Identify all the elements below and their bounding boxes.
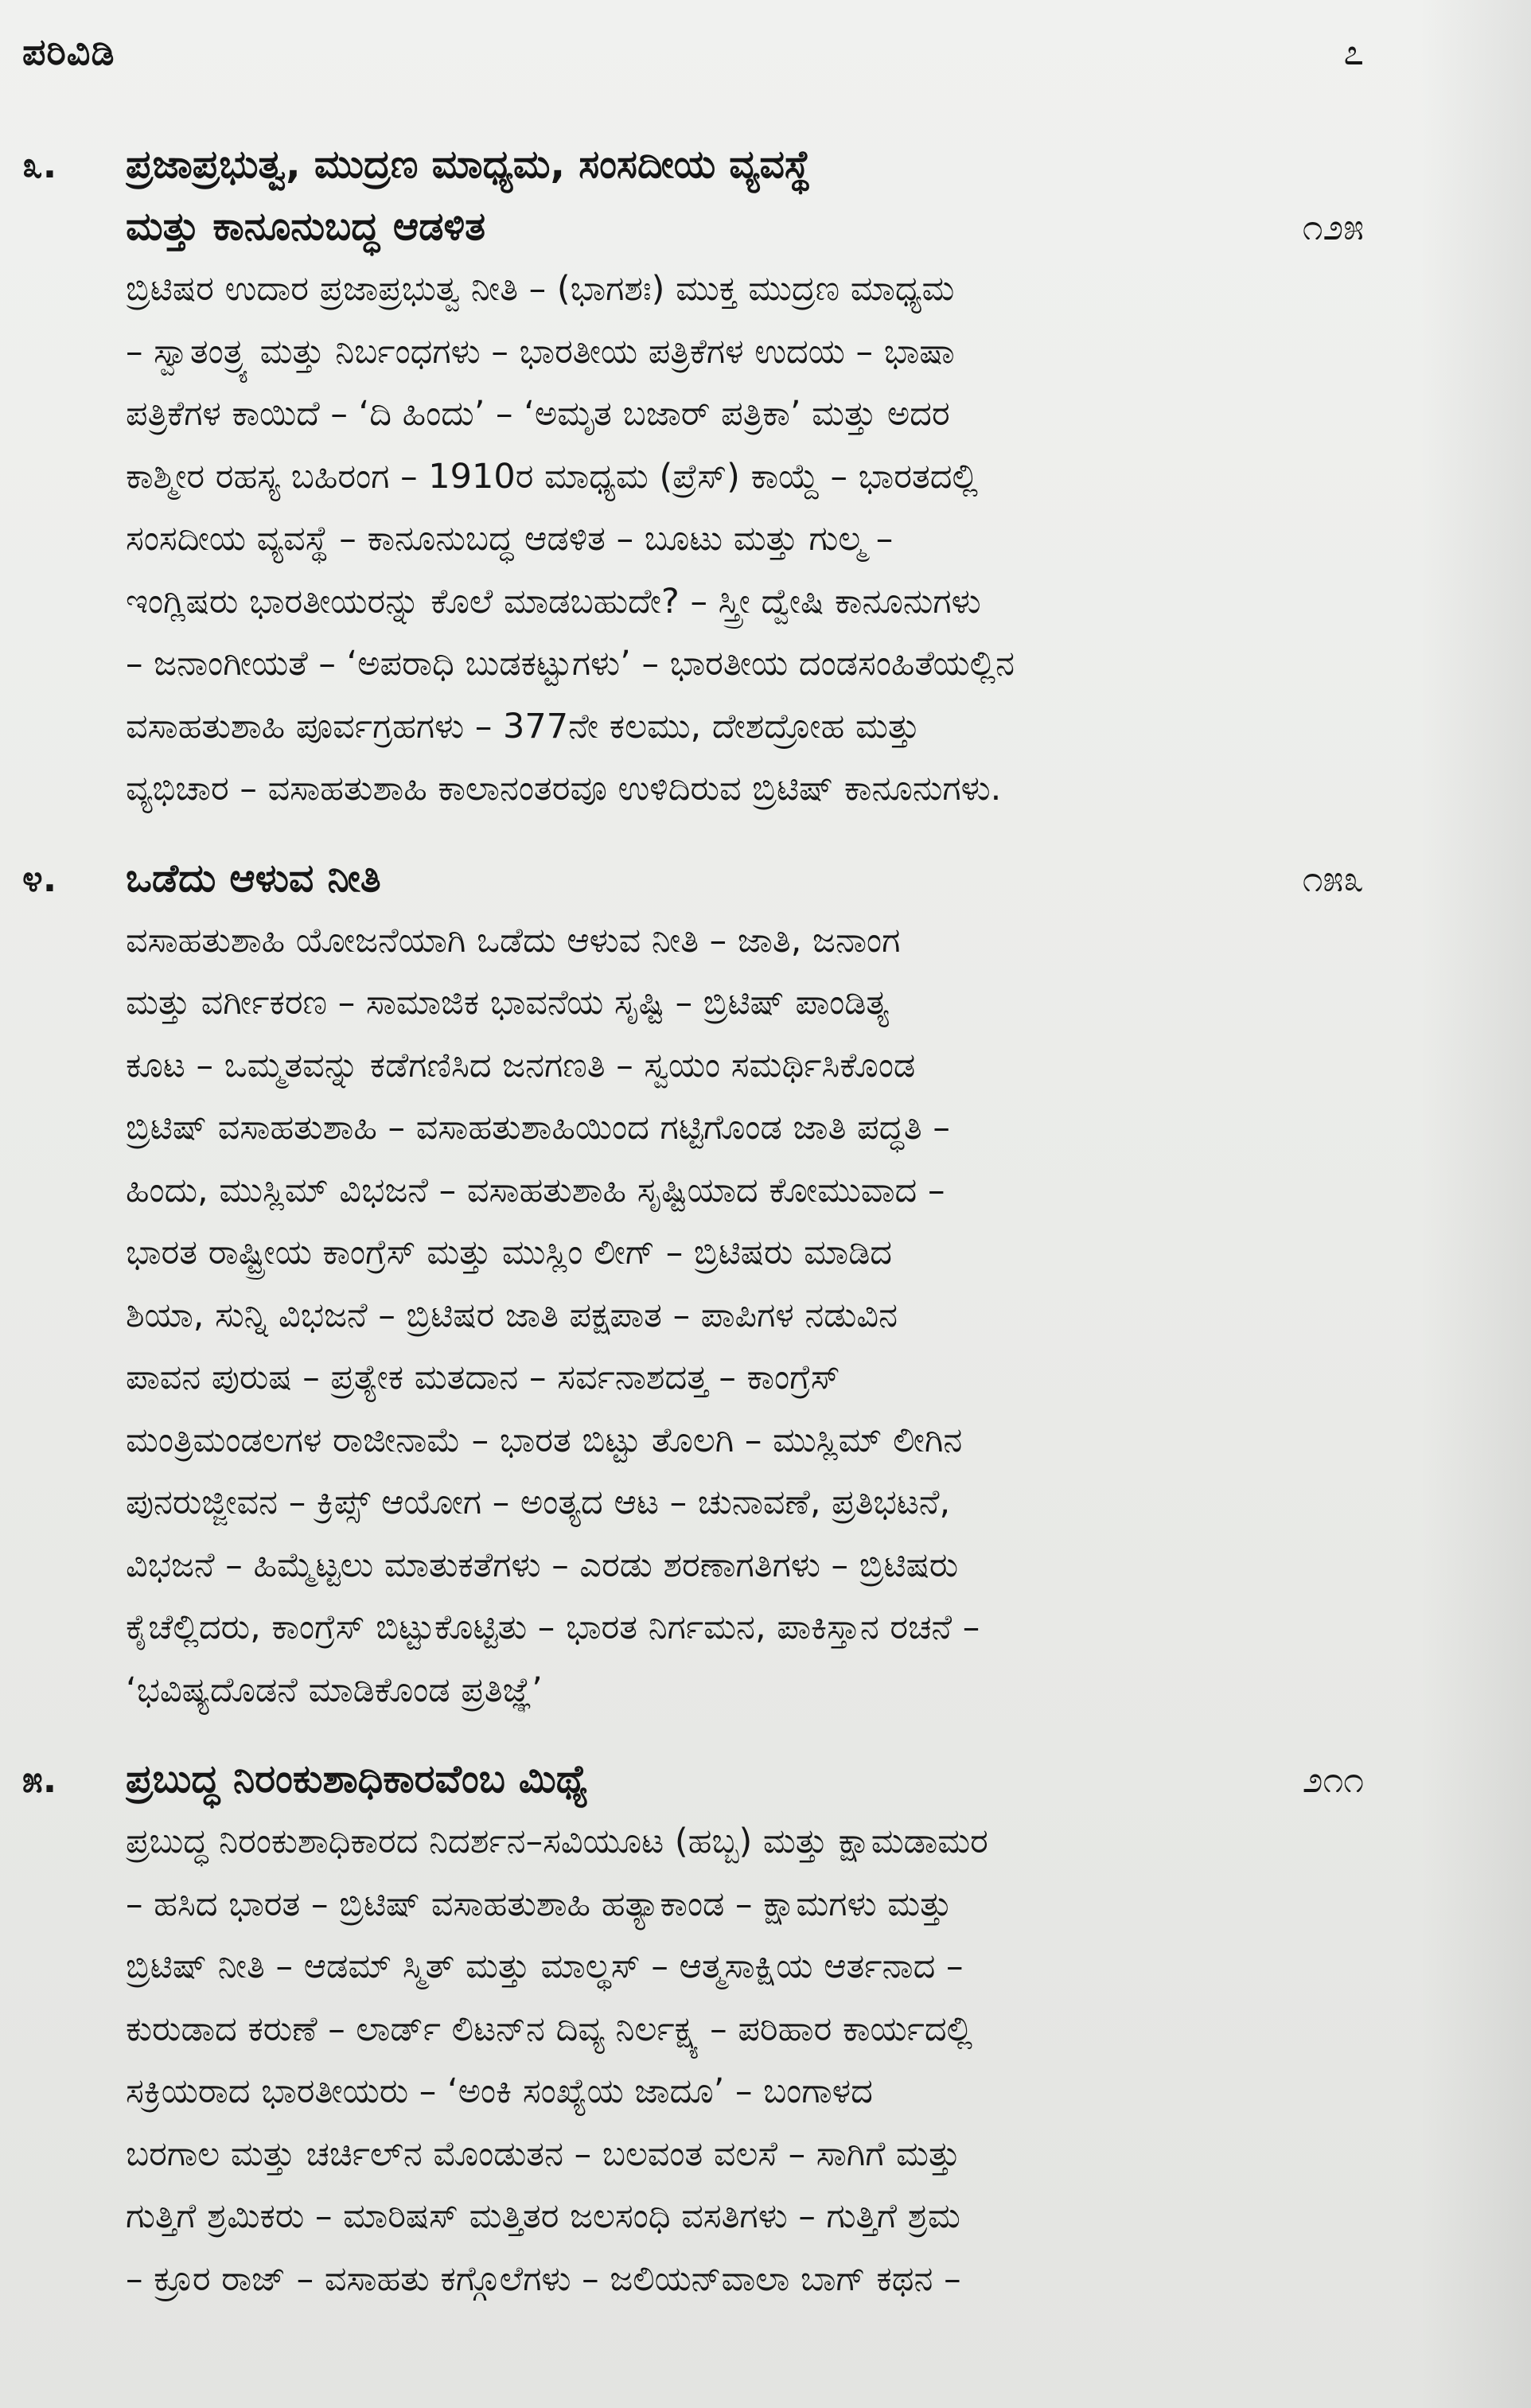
summary-line: ವಸಾಹತುಶಾಹಿ ಪೂರ್ವಗ್ರಹಗಳು – 377ನೇ ಕಲಮು, ದೇಶದ್ರೋಹ ಮತ್ತು [126, 706, 921, 746]
chapter-title: ಪ್ರಬುದ್ಧ ನಿರಂಕುಶಾಧಿಕಾರವೆಂಬ ಮಿಥ್ಯೆ [126, 1756, 589, 1802]
summary-line: ಕೂಟ – ಒಮ್ಮತವನ್ನು ಕಡೆಗಣಿಸಿದ ಜನಗಣತಿ – ಸ್ವಯಂ ಸಮರ್ಥಿಸಿಕೊಂಡ [126, 1045, 916, 1085]
summary-line: ಗುತ್ತಿಗೆ ಶ್ರಮಿಕರು – ಮಾರಿಷಸ್ ಮತ್ತಿತರ ಜಲಸಂಧಿ ವಸತಿಗಳು – ಗುತ್ತಿಗೆ ಶ್ರಮ [126, 2196, 960, 2236]
summary-line: ಮಂತ್ರಿಮಂಡಲಗಳ ರಾಜೀನಾಮೆ – ಭಾರತ ಬಿಟ್ಟು ತೊಲಗಿ – ಮುಸ್ಲಿಮ್ ಲೀಗಿನ [126, 1420, 963, 1460]
toc-entry [22, 134, 1364, 820]
summary-line: ವಿಭಜನೆ – ಹಿಮ್ಮೆಟ್ಟಲು ಮಾತುಕತೆಗಳು – ಎರಡು ಶರಣಾಗತಿಗಳು – ಬ್ರಿಟಿಷರು [126, 1545, 959, 1585]
page-edge-shadow [1420, 0, 1531, 2408]
chapter-page-number: ೧೨೫ [1302, 205, 1364, 248]
summary-line: ಶಿಯಾ, ಸುನ್ನಿ ವಿಭಜನೆ – ಬ್ರಿಟಿಷರ ಜಾತಿ ಪಕ್ಷಪಾತ – ಪಾಪಿಗಳ ನಡುವಿನ [126, 1295, 898, 1335]
page-number: ೭ [1343, 30, 1364, 73]
summary-line: ಬ್ರಿಟಿಷ್ ವಸಾಹತುಶಾಹಿ – ವಸಾಹತುಶಾಹಿಯಿಂದ ಗಟ್ಟಿಗೊಂಡ ಜಾತಿ ಪದ್ಧತಿ – [126, 1108, 950, 1148]
summary-line: ಬರಗಾಲ ಮತ್ತು ಚರ್ಚಿಲ್‌ನ ಮೊಂಡುತನ – ಬಲವಂತ ವಲಸೆ – ಸಾಗಿಗೆ ಮತ್ತು [126, 2133, 960, 2174]
summary-line: ಭಾರತ ರಾಷ್ಟ್ರೀಯ ಕಾಂಗ್ರೆಸ್ ಮತ್ತು ಮುಸ್ಲಿಂ ಲೀಗ್ – ಬ್ರಿಟಿಷರು ಮಾಡಿದ [126, 1233, 893, 1272]
summary-line: ವ್ಯಭಿಚಾರ – ವಸಾಹತುಶಾಹಿ ಕಾಲಾನಂತರವೂ ಉಳಿದಿರುವ ಬ್ರಿಟಿಷ್ ಕಾನೂನುಗಳು. [126, 769, 1002, 809]
summary-line: – ಜನಾಂಗೀಯತೆ – ‘ಅಪರಾಧಿ ಬುಡಕಟ್ಟುಗಳು’ – ಭಾರತೀಯ ದಂಡಸಂಹಿತೆಯಲ್ಲಿನ [126, 644, 1015, 684]
chapter-summary [126, 258, 1364, 820]
toc-entry [22, 1748, 1364, 2310]
chapter-title: ಒಡೆದು ಆಳುವ ನೀತಿ [126, 855, 381, 901]
chapter-title-line: ಮತ್ತು ಕಾನೂನುಬದ್ಧ ಆಡಳಿತ [126, 204, 486, 249]
summary-line: ಪತ್ರಿಕೆಗಳ ಕಾಯಿದೆ – ‘ದಿ ಹಿಂದು’ – ‘ಅಮೃತ ಬಜಾರ್ ಪತ್ರಿಕಾ’ ಮತ್ತು ಅದರ [126, 394, 950, 434]
summary-line: ವಸಾಹತುಶಾಹಿ ಯೋಜನೆಯಾಗಿ ಒಡೆದು ಆಳುವ ನೀತಿ – ಜಾತಿ, ಜನಾಂಗ [126, 920, 901, 960]
chapter-title [126, 134, 1205, 258]
chapter-number: ೫. [22, 1758, 57, 1801]
toc-entry [22, 847, 1364, 1722]
chapter-number: ೪. [22, 856, 57, 900]
summary-line: ಪಾವನ ಪುರುಷ – ಪ್ರತ್ಯೇಕ ಮತದಾನ – ಸರ್ವನಾಶದತ್ತ – ಕಾಂಗ್ರೆಸ್ [126, 1358, 840, 1397]
summary-line: ಸಂಸದೀಯ ವ್ಯವಸ್ಥೆ – ಕಾನೂನುಬದ್ಧ ಆಡಳಿತ – ಬೂಟು ಮತ್ತು ಗುಲ್ಮ – [126, 519, 894, 559]
summary-line: ಬ್ರಿಟಿಷ್ ನೀತಿ – ಆಡಮ್ ಸ್ಮಿತ್ ಮತ್ತು ಮಾಲ್ಥಸ್ – ಆತ್ಮಸಾಕ್ಷಿಯ ಆರ್ತನಾದ – [126, 1946, 964, 1986]
summary-line: ಮತ್ತು ವರ್ಗೀಕರಣ – ಸಾಮಾಜಿಕ ಭಾವನೆಯ ಸೃಷ್ಟಿ – ಬ್ರಿಟಿಷ್ ಪಾಂಡಿತ್ಯ [126, 983, 890, 1023]
toc-entry-heading [22, 1748, 1364, 1810]
summary-line: ಪ್ರಬುದ್ಧ ನಿರಂಕುಶಾಧಿಕಾರದ ನಿದರ್ಶನ–ಸವಿಯೂಟ (ಹಬ್ಬ) ಮತ್ತು ಕ್ಷಾಮಡಾಮರ [126, 1822, 988, 1861]
page-header [22, 30, 1364, 102]
chapter-title-line: ಪ್ರಜಾಪ್ರಭುತ್ವ, ಮುದ್ರಣ ಮಾಧ್ಯಮ, ಸಂಸದೀಯ ವ್ಯವಸ್ಥೆ [126, 142, 811, 187]
toc-entry-heading [22, 134, 1364, 258]
chapter-summary [126, 910, 1364, 1722]
summary-line: ಕುರುಡಾದ ಕರುಣೆ – ಲಾರ್ಡ್ ಲಿಟನ್‌ನ ದಿವ್ಯ ನಿರ್ಲಕ್ಷ್ಯ – ಪರಿಹಾರ ಕಾರ್ಯದಲ್ಲಿ [126, 2009, 973, 2049]
summary-line: ಕಾಶ್ಮೀರ ರಹಸ್ಯ ಬಹಿರಂಗ – 1910ರ ಮಾಧ್ಯಮ (ಪ್ರೆಸ್) ಕಾಯ್ದೆ – ಭಾರತದಲ್ಲಿ [126, 456, 979, 497]
chapter-number: ೩. [22, 143, 57, 186]
summary-line: ಪುನರುಜ್ಜೀವನ – ಕ್ರಿಪ್ಸ್ ಆಯೋಗ – ಅಂತ್ಯದ ಆಟ – ಚುನಾವಣೆ, ಪ್ರತಿಭಟನೆ, [126, 1483, 951, 1522]
summary-line: – ಕ್ರೂರ ರಾಜ್ – ವಸಾಹತು ಕಗ್ಗೊಲೆಗಳು – ಜಲಿಯನ್‌ವಾಲಾ ಬಾಗ್ ಕಥನ – [126, 2258, 961, 2299]
summary-line: ಹಿಂದು, ಮುಸ್ಲಿಮ್ ವಿಭಜನೆ – ವಸಾಹತುಶಾಹಿ ಸೃಷ್ಟಿಯಾದ ಕೋಮುವಾದ – [126, 1170, 945, 1210]
toc-entry-heading [22, 847, 1364, 910]
summary-line: ಇಂಗ್ಲಿಷರು ಭಾರತೀಯರನ್ನು ಕೊಲೆ ಮಾಡಬಹುದೇ? – ಸ್ತ್ರೀ ದ್ವೇಷಿ ಕಾನೂನುಗಳು [126, 581, 981, 621]
running-head-title: ಪರಿವಿಡಿ [22, 30, 115, 73]
summary-line: ಸಕ್ರಿಯರಾದ ಭಾರತೀಯರು – ‘ಅಂಕಿ ಸಂಖ್ಯೆಯ ಜಾದೂ’ – ಬಂಗಾಳದ [126, 2071, 873, 2111]
summary-line: ಬ್ರಿಟಿಷರ ಉದಾರ ಪ್ರಜಾಪ್ರಭುತ್ವ ನೀತಿ – (ಭಾಗಶಃ) ಮುಕ್ತ ಮುದ್ರಣ ಮಾಧ್ಯಮ [126, 269, 955, 309]
chapter-page-number: ೨೧೧ [1302, 1758, 1364, 1801]
summary-line: ಕೈಚೆಲ್ಲಿದರು, ಕಾಂಗ್ರೆಸ್ ಬಿಟ್ಟುಕೊಟ್ಟಿತು – ಭಾರತ ನಿರ್ಗಮನ, ಪಾಕಿಸ್ತಾನ ರಚನೆ – [126, 1607, 980, 1647]
summary-line: ‘ಭವಿಷ್ಯದೊಡನೆ ಮಾಡಿಕೊಂಡ ಪ್ರತಿಜ್ಞೆ’ [126, 1670, 543, 1710]
chapter-page-number: ೧೫೩ [1302, 856, 1364, 900]
summary-line: – ಸ್ವಾತಂತ್ರ್ಯ ಮತ್ತು ನಿರ್ಬಂಧಗಳು – ಭಾರತೀಯ ಪತ್ರಿಕೆಗಳ ಉದಯ – ಭಾಷಾ [126, 331, 955, 372]
chapter-summary [126, 1810, 1364, 2310]
summary-line: – ಹಸಿದ ಭಾರತ – ಬ್ರಿಟಿಷ್ ವಸಾಹತುಶಾಹಿ ಹತ್ಯಾಕಾಂಡ – ಕ್ಷಾಮಗಳು ಮತ್ತು [126, 1884, 952, 1924]
